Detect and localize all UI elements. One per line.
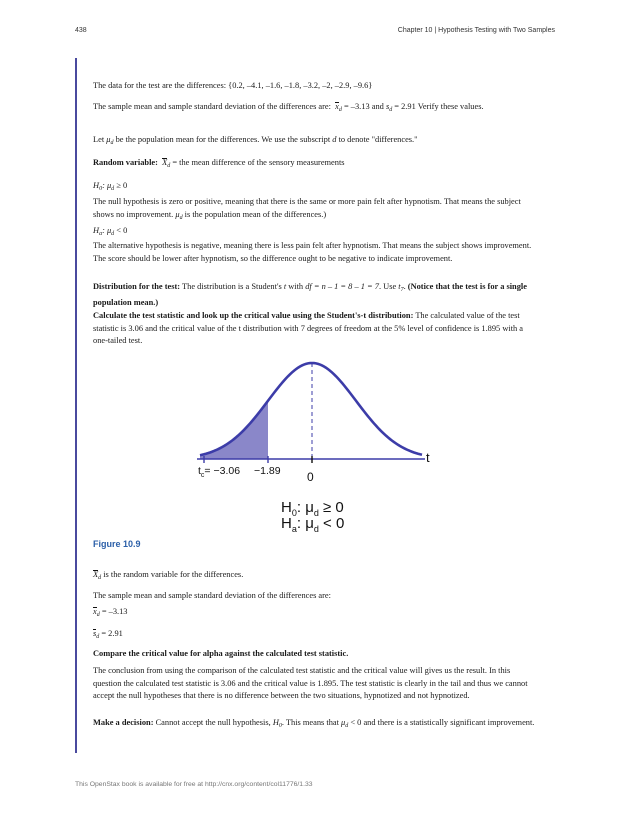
- fig-h0-label: $H_0$: $\mu_d \ge 0$: [281, 499, 344, 518]
- h0-line: [93, 180, 537, 196]
- xbar-symbol: x: [335, 102, 339, 111]
- null-mu-sub: d: [179, 214, 183, 221]
- random-variable-line: [93, 157, 537, 173]
- ha-h: H: [93, 226, 100, 235]
- rv-x-symbol: X: [162, 158, 168, 167]
- h0-relation: ≥ 0: [116, 181, 128, 190]
- sbar-line: [93, 628, 537, 644]
- dist-df: df = n – 1 = 8 – 1 = 7: [305, 282, 379, 291]
- let-mu-paragraph: [93, 134, 537, 150]
- xbar-line-value: = –3.13: [101, 607, 128, 616]
- tc-label: $t_c= -3.06$: [198, 465, 241, 479]
- ha-mu-sub: d: [111, 231, 115, 237]
- distribution-paragraph: [93, 281, 537, 309]
- crit-value-label: −1.89: [254, 465, 281, 477]
- s-sub: d: [389, 107, 393, 113]
- t-distribution-figure: [0, 355, 630, 555]
- rv2-x-symbol: X: [93, 570, 99, 579]
- rv-text: = the mean difference of the sensory measurements: [172, 158, 345, 167]
- calc-label: Calculate the test statistic and look up the critical value using the Student's-t distribution:: [93, 311, 414, 320]
- data-differences: [93, 80, 537, 93]
- dist-text4: .: [403, 282, 406, 291]
- footer-text: This OpenStax book is available for free at http://cnx.org/content/col11776/1.33: [75, 781, 313, 788]
- compare-heading: [93, 648, 537, 661]
- null-end: is the population mean of the differences.): [184, 209, 327, 219]
- alt-text: The alternative hypothesis is negative, meaning there is less pain felt after hypnotism. That means the subject shows improvement. The score should be lower after hypnotism, so the difference ought to be negative to indicate improvement.: [93, 241, 532, 263]
- ha-sub: a: [99, 231, 103, 237]
- rv-label: Random variable:: [93, 158, 158, 167]
- sample-paragraph: [93, 590, 537, 603]
- sample-stats-paragraph: [93, 101, 537, 117]
- figure-caption: Figure 10.9: [93, 539, 141, 549]
- dist-text2: with: [288, 282, 304, 291]
- null-hypothesis-paragraph: [93, 196, 537, 224]
- ha-relation: < 0: [116, 226, 128, 235]
- compare-text: The conclusion from using the comparison of the calculated test statistic and the critical value will gives us the result. In this question the calculated test statistic is 3.06 and the critical value is 1.895. The test statistic is clearly in the tail and thus we cannot accept the null hypotheses that there is no difference between the two situations, hypnotized and not hypnotized.: [93, 666, 528, 700]
- dist-text3: . Use: [378, 282, 397, 291]
- dist-t7-sub: 7: [400, 287, 404, 293]
- decision-text3: < 0 and there is a statistically significant improvement.: [350, 718, 535, 727]
- page-number: 438: [75, 27, 87, 34]
- decision-label: Make a decision:: [93, 718, 154, 727]
- t-axis-label: t: [426, 450, 430, 465]
- s-value: = 2.91: [394, 102, 416, 111]
- calc-text: The calculated value of the test statistic is 3.06 and the critical value of the t distribution with 7 degrees of freedom at the 5% level of confidence is 1.895 with a one-tailed test.: [93, 311, 524, 345]
- rv-sub: d: [167, 163, 171, 169]
- and-word: and: [371, 102, 384, 111]
- ha-mu: : μ: [102, 226, 112, 235]
- left-tail-shade: [200, 401, 268, 459]
- decision-h0-sub: 0: [278, 723, 282, 729]
- dist-text1: The distribution is a Student's: [182, 282, 282, 291]
- dist-notice: (Notice that the test is for a single population mean.): [93, 282, 527, 307]
- sbar-line-symbol: s: [93, 629, 97, 638]
- decision-mu: μ: [341, 718, 346, 727]
- zero-label: 0: [307, 470, 314, 484]
- decision-paragraph: [93, 717, 537, 733]
- d-symbol: d: [332, 135, 337, 144]
- calc-paragraph: [93, 310, 537, 348]
- dist-t7: t: [398, 282, 401, 291]
- fig-ha-label: $H_a$: $\mu_d < 0$: [281, 515, 345, 534]
- sample-stats-text: The sample mean and sample standard deviation of the differences are:: [93, 102, 331, 111]
- rv2-line: [93, 569, 537, 585]
- xbar-sub: d: [338, 107, 342, 113]
- decision-mu-sub: d: [345, 723, 349, 729]
- decision-text1: Cannot accept the null hypothesis,: [155, 718, 271, 727]
- mu-sub: d: [110, 140, 114, 146]
- h0-sub: 0: [99, 186, 103, 192]
- sample-text: The sample mean and sample standard deviation of the differences are:: [93, 591, 331, 600]
- null-text: The null hypothesis is zero or positive, meaning that there is the same or more pain felt after hypnotism. That means the subject shows no improvement.: [93, 197, 521, 219]
- verify-text: Verify these values.: [417, 102, 484, 111]
- let-mu-text: be the population mean for the differences. We use the subscript: [115, 135, 331, 144]
- let-text: Let: [93, 135, 105, 144]
- decision-h0: H: [272, 718, 279, 727]
- sbar-line-value: = 2.91: [101, 629, 123, 638]
- dist-label: Distribution for the test:: [93, 282, 181, 291]
- chapter-title: Chapter 10 | Hypothesis Testing with Two Samples: [397, 27, 555, 34]
- compare-label: Compare the critical value for alpha against the calculated test statistic.: [93, 649, 349, 658]
- alt-hypothesis-paragraph: [93, 240, 537, 265]
- rv2-sub: d: [98, 575, 102, 581]
- null-mu: μ: [175, 209, 180, 219]
- xbar-value: = –3.13: [343, 102, 370, 111]
- sbar-line-sub: d: [96, 634, 100, 640]
- decision-text2: . This means that: [281, 718, 339, 727]
- xbar-line-sub: d: [96, 612, 100, 618]
- data-differences-text: The data for the test are the differences: {0.2, –4.1, –1.6, –1.8, –3.2, –2, –2.9, –9.6}: [93, 81, 373, 90]
- mu-symbol: μ: [106, 135, 111, 144]
- let-mu-end: to denote "differences.": [338, 135, 418, 144]
- xbar-line: [93, 606, 537, 622]
- rv2-text: is the random variable for the differences.: [103, 570, 244, 579]
- h0-mu-sub: d: [111, 186, 115, 192]
- h0-mu: : μ: [102, 181, 112, 190]
- xbar-line-symbol: x: [93, 607, 97, 616]
- s-symbol: s: [385, 102, 390, 111]
- ha-line: [93, 225, 537, 241]
- dist-t: t: [283, 282, 287, 291]
- compare-paragraph: [93, 665, 537, 703]
- h0-h: H: [93, 181, 100, 190]
